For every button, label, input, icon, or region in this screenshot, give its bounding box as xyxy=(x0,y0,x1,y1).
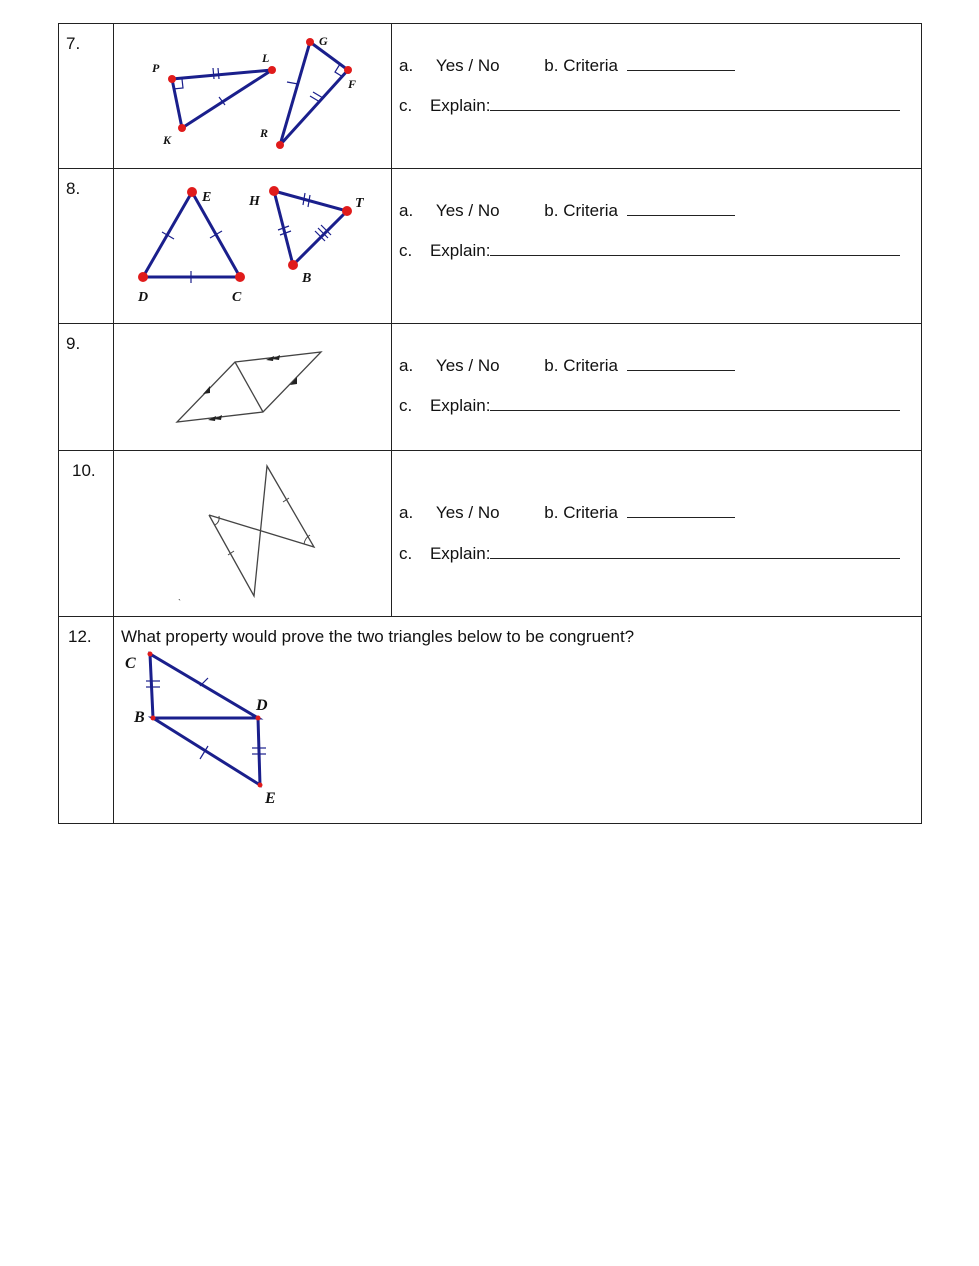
explain-label: Explain: xyxy=(429,396,491,415)
question-12-cell xyxy=(114,617,922,824)
worksheet-table xyxy=(58,23,922,824)
question-number-cell xyxy=(59,617,114,824)
vertex-label: G xyxy=(319,34,328,48)
explain-blank[interactable] xyxy=(490,94,900,111)
question-number: 12. xyxy=(68,627,92,646)
part-a-label: a. xyxy=(399,503,414,522)
part-c-label: c. xyxy=(399,396,413,415)
vertex-label: E xyxy=(265,790,276,807)
vertex-label: H xyxy=(249,194,260,209)
answer-line-a xyxy=(399,501,735,523)
criteria-blank[interactable] xyxy=(627,54,735,71)
parallelogram-figure xyxy=(114,324,391,451)
question-number-cell xyxy=(59,451,114,617)
vertex-label: B xyxy=(134,709,145,726)
question-number-cell xyxy=(59,169,114,324)
answer-cell xyxy=(392,324,922,451)
vertex-label: C xyxy=(125,655,136,672)
question-row-7 xyxy=(59,24,922,169)
answer-line-c xyxy=(399,542,900,564)
answer-cell xyxy=(392,169,922,324)
question-number: 9. xyxy=(66,334,81,353)
explain-label: Explain: xyxy=(429,96,491,115)
vertex-label: P xyxy=(152,61,160,75)
vertex-label: E xyxy=(202,190,212,205)
part-a-label: a. xyxy=(399,201,414,220)
question-row-12 xyxy=(59,617,922,824)
vertex-label: K xyxy=(163,133,172,147)
vertex-label: C xyxy=(232,290,242,305)
bowtie-figure xyxy=(114,451,391,617)
triangles-figure xyxy=(114,169,391,324)
vertex-label: D xyxy=(138,290,149,305)
answer-line-a xyxy=(399,199,735,221)
figure-cell xyxy=(114,324,392,451)
vertex-label: F xyxy=(348,77,357,91)
criteria-blank[interactable] xyxy=(627,199,735,216)
part-c-label: c. xyxy=(399,96,413,115)
answer-line-c xyxy=(399,94,900,116)
yes-no-choice[interactable]: Yes / No xyxy=(435,56,500,75)
part-a-label: a. xyxy=(399,356,414,375)
vertex-label: L xyxy=(262,51,270,65)
question-prompt: What property would prove the two triangles below to be congruent? xyxy=(121,627,635,646)
answer-line-c xyxy=(399,394,900,416)
right-triangles-figure xyxy=(114,24,391,169)
answer-line-a xyxy=(399,54,735,76)
criteria-label: b. Criteria xyxy=(544,356,618,375)
figure-cell xyxy=(114,169,392,324)
criteria-label: b. Criteria xyxy=(544,201,618,220)
yes-no-choice[interactable]: Yes / No xyxy=(435,503,500,522)
explain-blank[interactable] xyxy=(490,394,900,411)
answer-line-a xyxy=(399,354,735,376)
vertex-label: T xyxy=(355,196,364,211)
svg-text:`: ` xyxy=(178,598,181,608)
vertex-label: D xyxy=(256,697,268,714)
vertex-label: R xyxy=(260,126,269,140)
question-number: 8. xyxy=(66,179,81,198)
answer-line-c xyxy=(399,239,900,261)
answer-cell xyxy=(392,24,922,169)
part-c-label: c. xyxy=(399,544,413,563)
question-number-cell xyxy=(59,24,114,169)
yes-no-choice[interactable]: Yes / No xyxy=(435,201,500,220)
criteria-blank[interactable] xyxy=(627,354,735,371)
part-c-label: c. xyxy=(399,241,413,260)
explain-label: Explain: xyxy=(429,544,491,563)
question-row-9 xyxy=(59,324,922,451)
figure-cell xyxy=(114,24,392,169)
explain-blank[interactable] xyxy=(490,239,900,256)
explain-label: Explain: xyxy=(429,241,491,260)
question-row-8 xyxy=(59,169,922,324)
criteria-label: b. Criteria xyxy=(544,503,618,522)
congruent-triangles-figure xyxy=(114,639,354,819)
question-row-10 xyxy=(59,451,922,617)
yes-no-choice[interactable]: Yes / No xyxy=(435,356,500,375)
question-number: 10. xyxy=(72,461,96,480)
part-a-label: a. xyxy=(399,56,414,75)
answer-cell xyxy=(392,451,922,617)
figure-cell xyxy=(114,451,392,617)
criteria-label: b. Criteria xyxy=(544,56,618,75)
vertex-label: B xyxy=(302,271,312,286)
criteria-blank[interactable] xyxy=(627,501,735,518)
question-number: 7. xyxy=(66,34,81,53)
explain-blank[interactable] xyxy=(490,542,900,559)
question-number-cell xyxy=(59,324,114,451)
